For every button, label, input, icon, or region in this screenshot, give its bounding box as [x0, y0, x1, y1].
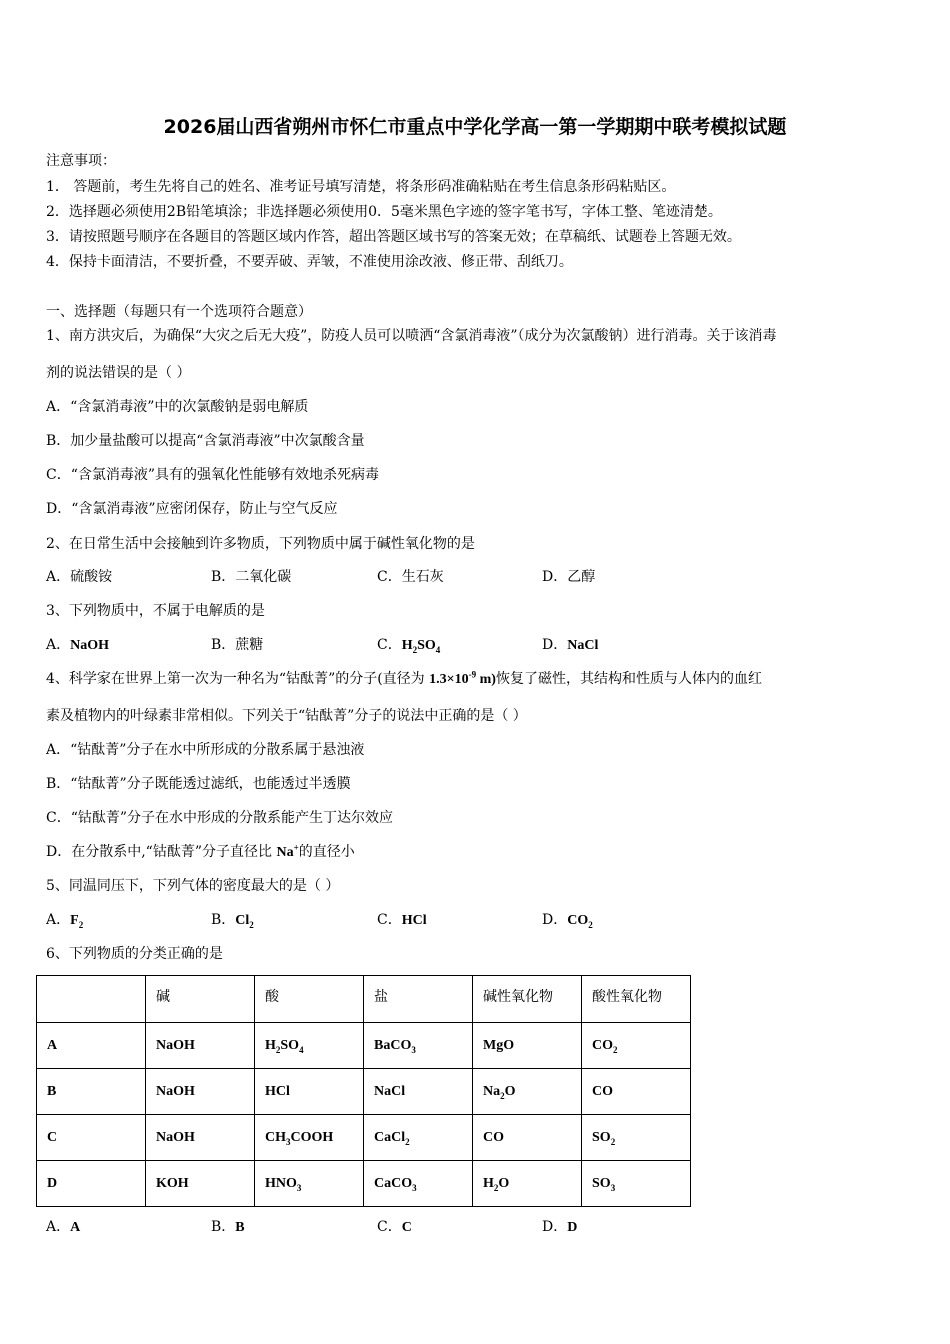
q6-label-d: D． [542, 1219, 568, 1235]
q1-option-d: D．“含氯消毒液”应密闭保存，防止与空气反应 [46, 501, 338, 517]
q5-a-sub: 2 [78, 919, 84, 930]
table-row [37, 1115, 691, 1161]
q2-option-b: B．二氧化碳 [211, 569, 292, 585]
q6-d-text: D [567, 1220, 578, 1235]
q3-d-text: NaCl [567, 638, 599, 653]
q5-d-formula [567, 913, 593, 928]
notice-heading: 注意事项： [46, 153, 116, 169]
q4-stem-num: 1.3×10 [429, 672, 469, 687]
formula-sub: 4 [299, 1044, 304, 1055]
q1-option-a: A．“含氯消毒液”中的次氯酸钠是弱电解质 [46, 399, 309, 415]
salt-cell [364, 1161, 473, 1207]
q4-d-na: Na [276, 845, 294, 860]
page-title: 2026届山西省朔州市怀仁市重点中学化学高一第一学期期中联考模拟试题 [163, 116, 787, 138]
formula-sub: 3 [296, 1182, 302, 1193]
q4-stem-pre: 4、科学家在世界上第一次为一种名为“钴酞菁”的分子(直径为 [46, 671, 430, 687]
q5-d-co: CO [567, 913, 589, 928]
q2-option-a: A．硫酸铵 [46, 569, 113, 585]
q6-a-text: A [70, 1220, 81, 1235]
formula-part: CO [592, 1037, 613, 1053]
formula-part: COOH [290, 1129, 334, 1145]
q3-option-d [542, 636, 598, 655]
acid-cell [255, 1161, 364, 1207]
q5-label-c: C． [377, 912, 402, 928]
formula-sub: 2 [275, 1044, 281, 1055]
formula-sub: 2 [405, 1136, 410, 1147]
q6-b-text: B [235, 1220, 245, 1235]
formula-part: SO [592, 1175, 611, 1191]
q4-stem-post: 恢复了磁性，其结构和性质与人体内的血红 [495, 671, 762, 687]
q3-label-a: A． [46, 637, 71, 653]
q3-option-b [211, 636, 263, 654]
q1-option-c: C．“含氯消毒液”具有的强氧化性能够有效地杀死病毒 [46, 467, 380, 483]
q5-d-sub: 2 [588, 919, 593, 930]
base-cell: NaOH [146, 1069, 255, 1115]
formula-part: CaCO [374, 1175, 413, 1191]
formula-sub: 3 [610, 1182, 616, 1193]
formula-sub: 2 [610, 1136, 616, 1147]
q5-a-f: F [70, 913, 79, 928]
q3-label-d: D． [542, 637, 568, 653]
formula-sub: 3 [411, 1044, 416, 1055]
base-cell: NaOH [146, 1023, 255, 1069]
q3-c-h: H [401, 638, 413, 653]
formula-part: O [504, 1083, 516, 1099]
formula-part: SO [592, 1129, 611, 1145]
formula-part: CaCl [374, 1129, 406, 1145]
q6-c-text: C [401, 1220, 412, 1235]
q5-label-d: D． [542, 912, 568, 928]
base-cell: NaOH [146, 1115, 255, 1161]
table-header-cell: 酸性氧化物 [582, 976, 691, 1023]
salt-cell [364, 1023, 473, 1069]
notice-item-3: 3．请按照题号顺序在各题目的答题区域内作答，超出答题区域书写的答案无效；在草稿纸、试题卷上答题无效。 [46, 229, 741, 245]
basic-oxide-cell [473, 1161, 582, 1207]
q1-stem-line1: 1、南方洪灾后，为确保“大灾之后无大疫”，防疫人员可以喷洒“含氯消毒液”（成分为次氯酸钠）进行消毒。关于该消毒 [46, 328, 777, 344]
q2-stem: 2、在日常生活中会接触到许多物质，下列物质中属于碱性氧化物的是 [46, 536, 475, 552]
notice-item-4: 4．保持卡面清洁，不要折叠，不要弄破、弄皱，不准使用涂改液、修正带、刮纸刀。 [46, 254, 573, 270]
q3-option-a [46, 636, 109, 655]
basic-oxide-cell: MgO [473, 1023, 582, 1069]
acid-cell [255, 1115, 364, 1161]
acidic-oxide-cell [582, 1023, 691, 1069]
q3-a-text: NaOH [70, 638, 110, 653]
q3-label-b: B． [211, 637, 236, 653]
q4-option-b: B．“钴酞菁”分子既能透过滤纸，也能透过半透膜 [46, 776, 351, 792]
q5-b-cl: Cl [235, 913, 250, 928]
q5-label-a: A． [46, 912, 71, 928]
q5-label-b: B． [211, 912, 236, 928]
q5-option-a [46, 911, 83, 930]
q3-b-text: 蔗糖 [235, 637, 264, 653]
formula-sub: 2 [500, 1090, 505, 1101]
basic-oxide-cell: CO [473, 1115, 582, 1161]
table-header-cell: 碱 [146, 976, 255, 1023]
table-row [37, 1069, 691, 1115]
q2-option-c: C．生石灰 [377, 569, 444, 585]
q6-stem: 6、下列物质的分类正确的是 [46, 946, 223, 962]
formula-part: H [265, 1037, 276, 1053]
q5-a-formula [70, 913, 83, 928]
row-label: D [37, 1161, 146, 1207]
formula-sub: 3 [412, 1182, 417, 1193]
row-label: A [37, 1023, 146, 1069]
q6-option-a [46, 1218, 80, 1237]
formula-part: HNO [265, 1175, 297, 1191]
formula-part: CH [265, 1129, 286, 1145]
q4-stem-line1 [46, 670, 762, 689]
q6-label-c: C． [377, 1219, 402, 1235]
q3-c-sub2: 2 [412, 644, 418, 655]
q4-d-post: 的直径小 [298, 844, 355, 860]
acidic-oxide-cell [582, 1115, 691, 1161]
base-cell: KOH [146, 1161, 255, 1207]
formula-sub: 2 [493, 1182, 499, 1193]
q3-c-sub4: 4 [435, 644, 441, 655]
salt-cell [364, 1115, 473, 1161]
q4-d-pre: D．在分散系中,“钴酞菁”分子直径比 [46, 844, 277, 860]
formula-sub: 2 [613, 1044, 618, 1055]
q4-d-plus: + [293, 842, 299, 853]
q6-label-b: B． [211, 1219, 236, 1235]
q5-b-formula [235, 913, 254, 928]
acidic-oxide-cell [582, 1161, 691, 1207]
q4-stem-line2: 素及植物内的叶绿素非常相似。下列关于“钴酞菁”分子的说法中正确的是（ ） [46, 708, 527, 724]
q5-stem: 5、同温同压下，下列气体的密度最大的是（ ） [46, 878, 340, 894]
acidic-oxide-cell: CO [582, 1069, 691, 1115]
q4-option-a: A．“钴酞菁”分子在水中所形成的分散系属于悬浊液 [46, 742, 365, 758]
q3-stem: 3、下列物质中，不属于电解质的是 [46, 603, 265, 619]
q1-option-b: B．加少量盐酸可以提高“含氯消毒液”中次氯酸含量 [46, 433, 365, 449]
q5-option-d [542, 911, 593, 930]
q4-option-d [46, 843, 355, 862]
q1-stem-line2: 剂的说法错误的是（ ） [46, 365, 191, 381]
q4-stem-exp: -9 [468, 669, 477, 680]
formula-part: Na [483, 1083, 501, 1099]
q5-c-formula: HCl [401, 913, 427, 928]
q2-option-d: D．乙醇 [542, 569, 596, 585]
formula-sub: 3 [286, 1136, 291, 1147]
q4-stem-unit: m) [476, 672, 496, 687]
acid-cell [255, 1023, 364, 1069]
basic-oxide-cell [473, 1069, 582, 1115]
table-header-cell: 酸 [255, 976, 364, 1023]
q6-option-c [377, 1218, 412, 1237]
formula-part: H [483, 1175, 494, 1191]
table-row [37, 1161, 691, 1207]
acid-cell: HCl [255, 1069, 364, 1115]
row-label: C [37, 1115, 146, 1161]
q5-b-sub: 2 [249, 919, 254, 930]
q5-option-c [377, 911, 427, 930]
q3-c-so: SO [417, 638, 436, 653]
formula-part: SO [280, 1037, 300, 1053]
table-header-row [37, 976, 691, 1023]
q5-option-b [211, 911, 254, 930]
q6-option-d [542, 1218, 577, 1237]
table-header-cell: 盐 [364, 976, 473, 1023]
notice-item-1: 1． 答题前，考生先将自己的姓名、准考证号填写清楚，将条形码准确粘贴在考生信息条形码粘贴区。 [46, 179, 676, 195]
q4-option-c: C．“钴酞菁”分子在水中形成的分散系能产生丁达尔效应 [46, 810, 394, 826]
section-heading: 一、选择题（每题只有一个选项符合题意） [46, 304, 312, 320]
q3-c-formula [402, 638, 441, 653]
notice-item-2: 2．选择题必须使用2B铅笔填涂；非选择题必须使用0．5毫米黑色字迹的签字笔书写，字体工整、笔迹清楚。 [46, 204, 722, 220]
q6-label-a: A． [46, 1219, 71, 1235]
q3-option-c [377, 636, 440, 655]
classification-table [36, 975, 691, 1207]
table-header-cell [37, 976, 146, 1023]
table-row [37, 1023, 691, 1069]
formula-part: O [498, 1175, 510, 1191]
q3-label-c: C． [377, 637, 402, 653]
salt-cell: NaCl [364, 1069, 473, 1115]
formula-part: BaCO [374, 1037, 412, 1053]
q6-option-b [211, 1218, 245, 1237]
row-label: B [37, 1069, 146, 1115]
table-header-cell: 碱性氧化物 [473, 976, 582, 1023]
